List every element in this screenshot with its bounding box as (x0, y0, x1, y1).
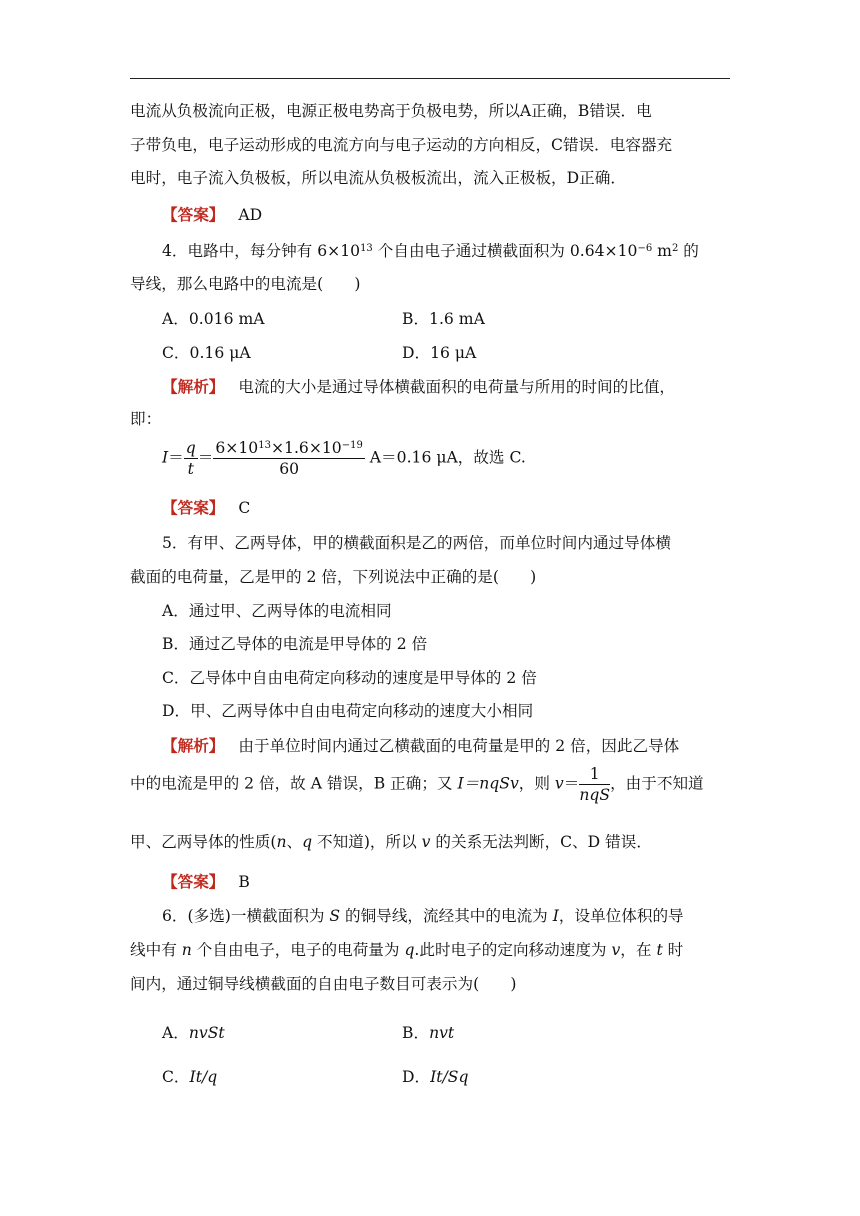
answer-value: AD (238, 206, 263, 224)
q5-analysis-line-2: 中的电流是甲的 2 倍，故 A 错误，B 正确；又 I＝nqSv，则 v＝ $\frac{1}{\text{nqS}}$ ，由于不知道 (130, 765, 704, 804)
answer-label: 【答案】 (162, 872, 225, 891)
q4-formula: I＝ $\frac{q}{t}$ ＝ $\frac{6\times 10^{13}\times 1.6\times 10^{-19}}{60}$ A＝0.16 μA，故选 C. (162, 439, 526, 478)
q6-stem-line-1: 6．(多选)一横截面积为 S 的铜导线，流经其中的电流为 I，设单位体积的导 (162, 907, 684, 925)
q4-options-row-1 (162, 308, 485, 330)
q4-options-row-2 (162, 342, 477, 364)
option-a: A．nvSt (162, 1024, 225, 1042)
q6-options-row-1 (162, 1022, 455, 1044)
q5-option-a: A．通过甲、乙两导体的电流相同 (162, 602, 392, 620)
option-d: D．16 μA (402, 344, 477, 362)
q5-stem-line-2: 截面的电荷量，乙是甲的 2 倍，下列说法中正确的是( ) (130, 568, 537, 586)
q5-option-d: D．甲、乙两导体中自由电荷定向移动的速度大小相同 (162, 702, 534, 720)
header-rule (130, 78, 730, 79)
option-c: C．It/q (162, 1068, 218, 1086)
text-line: 子带负电，电子运动形成的电流方向与电子运动的方向相反，C错误．电容器充 (130, 136, 673, 154)
text-line: 电时，电子流入负极板，所以电流从负极板流出，流入正极板，D正确． (130, 169, 626, 187)
q5-analysis-line-3: 甲、乙两导体的性质(n、q 不知道)，所以 v 的关系无法判断，C、D 错误． (130, 833, 652, 851)
answer-value: B (238, 873, 250, 891)
q4-answer-line (162, 497, 250, 519)
q5-stem-line-1: 5．有甲、乙两导体，甲的横截面积是乙的两倍，而单位时间内通过导体横 (162, 534, 671, 552)
q4-analysis-line-1: 【解析】 电流的大小是通过导体横截面积的电荷量与所用的时间的比值， (162, 377, 676, 396)
option-a: A．0.016 mA (162, 310, 265, 328)
q4-stem-line-2: 导线，那么电路中的电流是( ) (130, 275, 361, 293)
q5-option-b: B．通过乙导体的电流是甲导体的 2 倍 (162, 635, 428, 653)
q5-answer-line (162, 871, 250, 893)
q5-option-c: C．乙导体中自由电荷定向移动的速度是甲导体的 2 倍 (162, 669, 537, 687)
q6-stem-line-3: 间内，通过铜导线横截面的自由电子数目可表示为( ) (130, 975, 517, 993)
analysis-label: 【解析】 (162, 736, 225, 755)
analysis-label: 【解析】 (162, 377, 225, 396)
option-d: D．It/Sq (402, 1068, 469, 1086)
q6-options-row-2 (162, 1066, 469, 1088)
answer-label: 【答案】 (162, 205, 225, 224)
option-c: C．0.16 μA (162, 344, 251, 362)
answer-value: C (238, 499, 251, 517)
q4-stem-line-1: 4．电路中，每分钟有 $6\times 10^{13}$ 个自由电子通过横截面积为 $0.64\times 10^{-6}$ $m^2$ 的 (162, 242, 699, 260)
q6-stem-line-2: 线中有 n 个自由电子，电子的电荷量为 q.此时电子的定向移动速度为 v，在 t 时 (130, 941, 684, 959)
q3-answer-line (162, 204, 262, 226)
text-line: 电流从负极流向正极，电源正极电势高于负极电势，所以A正确，B错误．电 (130, 102, 652, 120)
q4-analysis-line-2: 即： (130, 410, 162, 428)
answer-label: 【答案】 (162, 498, 225, 517)
option-b: B．nvt (402, 1024, 455, 1042)
option-b: B．1.6 mA (402, 310, 485, 328)
q5-analysis-line-1: 【解析】 由于单位时间内通过乙横截面的电荷量是甲的 2 倍，因此乙导体 (162, 736, 680, 755)
